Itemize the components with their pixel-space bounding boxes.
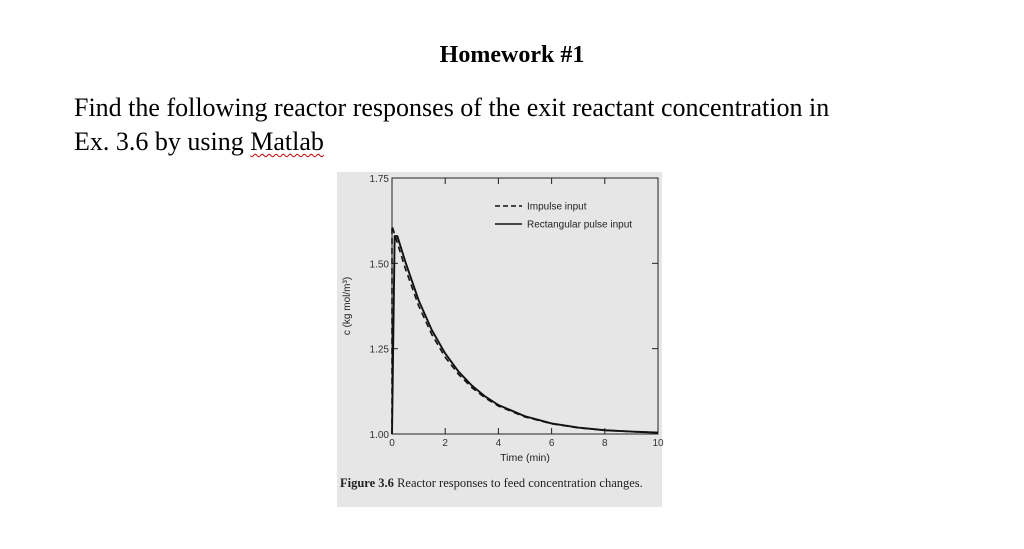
homework-title: Homework #1 [439,42,585,68]
question-line-2 [74,125,954,159]
reactor-response-chart [337,172,662,472]
figure-caption-text: Reactor responses to feed concentration changes. [393,476,643,490]
question-text [74,91,954,159]
question-line-2-prefix: Ex. 3.6 by using [74,127,251,156]
y-tick-label: 1.75 [369,174,389,185]
y-axis-label: c (kg mol/m³) [342,276,353,336]
x-tick-label: 8 [602,438,608,449]
x-tick-label: 6 [548,438,555,449]
x-tick-label: 2 [442,438,448,449]
figure-3-6 [337,172,662,507]
x-tick-label: 0 [389,438,395,449]
plot-frame [392,178,658,434]
x-tick-label: 4 [495,438,502,449]
legend-label: Impulse input [527,201,587,213]
y-tick-label: 1.00 [369,430,389,441]
spellcheck-word-matlab[interactable]: Matlab [250,127,324,156]
legend-label: Rectangular pulse input [527,219,633,231]
figure-caption [340,476,655,491]
question-line-1: Find the following reactor responses of the exit reactant concentration in [74,93,830,122]
y-tick-label: 1.25 [369,344,389,356]
figure-caption-label: Figure 3.6 [340,476,394,490]
y-tick-label: 1.50 [369,259,389,271]
x-axis-label: Time (min) [500,452,550,464]
x-tick-label: 10 [652,438,664,449]
